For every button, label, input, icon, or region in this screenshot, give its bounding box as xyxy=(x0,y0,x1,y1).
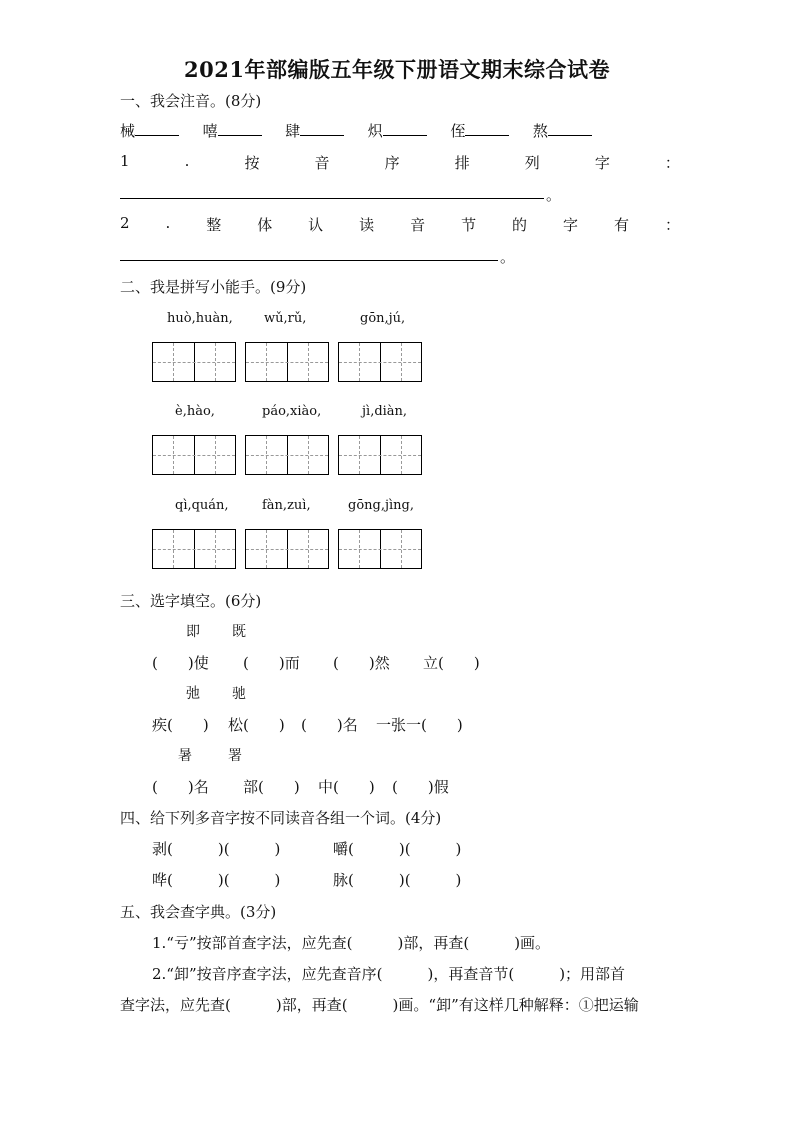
polyphone-item[interactable]: 剥( )( ) xyxy=(152,840,281,858)
section-3-heading: 三、选字填空。(6分) xyxy=(120,592,262,610)
choice-char: 弛 xyxy=(186,686,200,702)
grid-line xyxy=(339,455,421,456)
dictionary-question-2[interactable]: 2.“卸”按音序查字法，应先查音序( )，再查音节( )；用部首 xyxy=(152,965,626,983)
fill-item[interactable]: 部( ) xyxy=(243,778,300,796)
fill-item[interactable]: 立( ) xyxy=(423,654,480,672)
section-1-heading: 一、我会注音。(8分) xyxy=(120,92,262,110)
writing-grid-box[interactable] xyxy=(338,342,422,382)
writing-grid-box[interactable] xyxy=(152,435,236,475)
q1-char: 列 xyxy=(524,154,540,172)
q1-char: 音 xyxy=(314,154,330,172)
fill-item[interactable]: ( )而 xyxy=(243,654,300,672)
fill-item[interactable]: 疾( ) xyxy=(152,716,209,734)
pinyin-label: páo,xiào, xyxy=(262,404,322,419)
polyphone-item[interactable]: 嚼( )( ) xyxy=(333,840,462,858)
q1-char: 字 xyxy=(594,154,610,172)
s1-char-row xyxy=(120,120,592,141)
pinyin-label: jì,diàn, xyxy=(362,404,408,419)
q1-char: 序 xyxy=(384,154,400,172)
s1-char: 嘻 xyxy=(202,122,218,140)
grid-line xyxy=(153,362,235,363)
grid-line xyxy=(246,549,328,550)
s1-char: 肆 xyxy=(285,122,301,140)
q2-char: 整 xyxy=(206,216,222,234)
q2-end-mark: 。 xyxy=(500,248,516,266)
q2-char: ： xyxy=(664,216,680,234)
q2-char: 节 xyxy=(461,216,477,234)
writing-grid-box[interactable] xyxy=(245,342,329,382)
dictionary-question-2-cont[interactable]: 查字法，应先查( )部，再查( )画。“卸”有这样几种解释：①把运输 xyxy=(120,996,639,1014)
fill-item[interactable]: ( )名 xyxy=(301,716,358,734)
fill-item[interactable]: ( )假 xyxy=(392,778,449,796)
choice-char: 暑 xyxy=(178,748,192,764)
q2-char: 认 xyxy=(308,216,324,234)
polyphone-item[interactable]: 哗( )( ) xyxy=(152,871,281,889)
q2-char: 2 xyxy=(120,214,130,232)
answer-blank[interactable] xyxy=(465,134,509,136)
section-4-heading: 四、给下列多音字按不同读音各组一个词。(4分) xyxy=(120,809,442,827)
fill-item[interactable]: ( )名 xyxy=(152,778,209,796)
grid-line xyxy=(339,362,421,363)
polyphone-item[interactable]: 脉( )( ) xyxy=(333,871,462,889)
s1-question-2 xyxy=(120,214,680,235)
fill-item[interactable]: ( )然 xyxy=(333,654,390,672)
answer-blank[interactable] xyxy=(300,134,344,136)
writing-grid-box[interactable] xyxy=(245,435,329,475)
q1-answer-line[interactable] xyxy=(120,198,544,199)
q1-char: ： xyxy=(664,154,680,172)
grid-line xyxy=(339,549,421,550)
s1-char: 炽 xyxy=(367,122,383,140)
writing-grid-box[interactable] xyxy=(152,342,236,382)
s1-char: 熬 xyxy=(532,122,548,140)
pinyin-label: huò,huàn, xyxy=(167,311,233,326)
section-5-heading: 五、我会查字典。(3分) xyxy=(120,903,277,921)
q2-char: 体 xyxy=(257,216,273,234)
choice-char: 既 xyxy=(232,624,246,640)
writing-grid-box[interactable] xyxy=(245,529,329,569)
answer-blank[interactable] xyxy=(218,134,262,136)
q2-char: 读 xyxy=(359,216,375,234)
fill-item[interactable]: 中( ) xyxy=(318,778,375,796)
writing-grid-box[interactable] xyxy=(338,529,422,569)
fill-item[interactable]: ( )使 xyxy=(152,654,209,672)
section-2-heading: 二、我是拼写小能手。(9分) xyxy=(120,278,307,296)
s1-char: 械 xyxy=(120,122,136,140)
grid-line xyxy=(246,455,328,456)
q1-end-mark: 。 xyxy=(546,186,562,204)
dictionary-question-1[interactable]: 1.“亏”按部首查字法，应先查( )部，再查( )画。 xyxy=(152,934,551,952)
q2-char: 有 xyxy=(613,216,629,234)
fill-item[interactable]: 松( ) xyxy=(228,716,285,734)
q2-char: . xyxy=(165,214,171,232)
q1-char: . xyxy=(184,152,190,170)
writing-grid-box[interactable] xyxy=(338,435,422,475)
q2-char: 音 xyxy=(410,216,426,234)
grid-line xyxy=(153,549,235,550)
writing-grid-box[interactable] xyxy=(152,529,236,569)
page-title: 2021年部编版五年级下册语文期末综合试卷 xyxy=(184,57,610,82)
pinyin-label: wǔ,rǔ, xyxy=(264,311,307,326)
choice-char: 署 xyxy=(228,748,242,764)
q1-char: 1 xyxy=(120,152,130,170)
q1-char: 按 xyxy=(244,154,260,172)
pinyin-label: qì,quán, xyxy=(175,498,229,513)
q2-answer-line[interactable] xyxy=(120,260,498,261)
choice-char: 驰 xyxy=(232,686,246,702)
fill-item[interactable]: 一张一( ) xyxy=(376,716,463,734)
s1-char: 侄 xyxy=(450,122,466,140)
q1-char: 排 xyxy=(454,154,470,172)
answer-blank[interactable] xyxy=(135,134,179,136)
grid-line xyxy=(153,455,235,456)
s1-question-1 xyxy=(120,152,680,173)
answer-blank[interactable] xyxy=(548,134,592,136)
choice-char: 即 xyxy=(186,624,200,640)
pinyin-label: è,hào, xyxy=(175,404,215,419)
grid-line xyxy=(246,362,328,363)
answer-blank[interactable] xyxy=(383,134,427,136)
pinyin-label: gōn,jú, xyxy=(360,311,406,326)
q2-char: 的 xyxy=(512,216,528,234)
q2-char: 字 xyxy=(563,216,579,234)
pinyin-label: gōng,jìng, xyxy=(348,498,414,513)
pinyin-label: fàn,zuì, xyxy=(262,498,311,513)
